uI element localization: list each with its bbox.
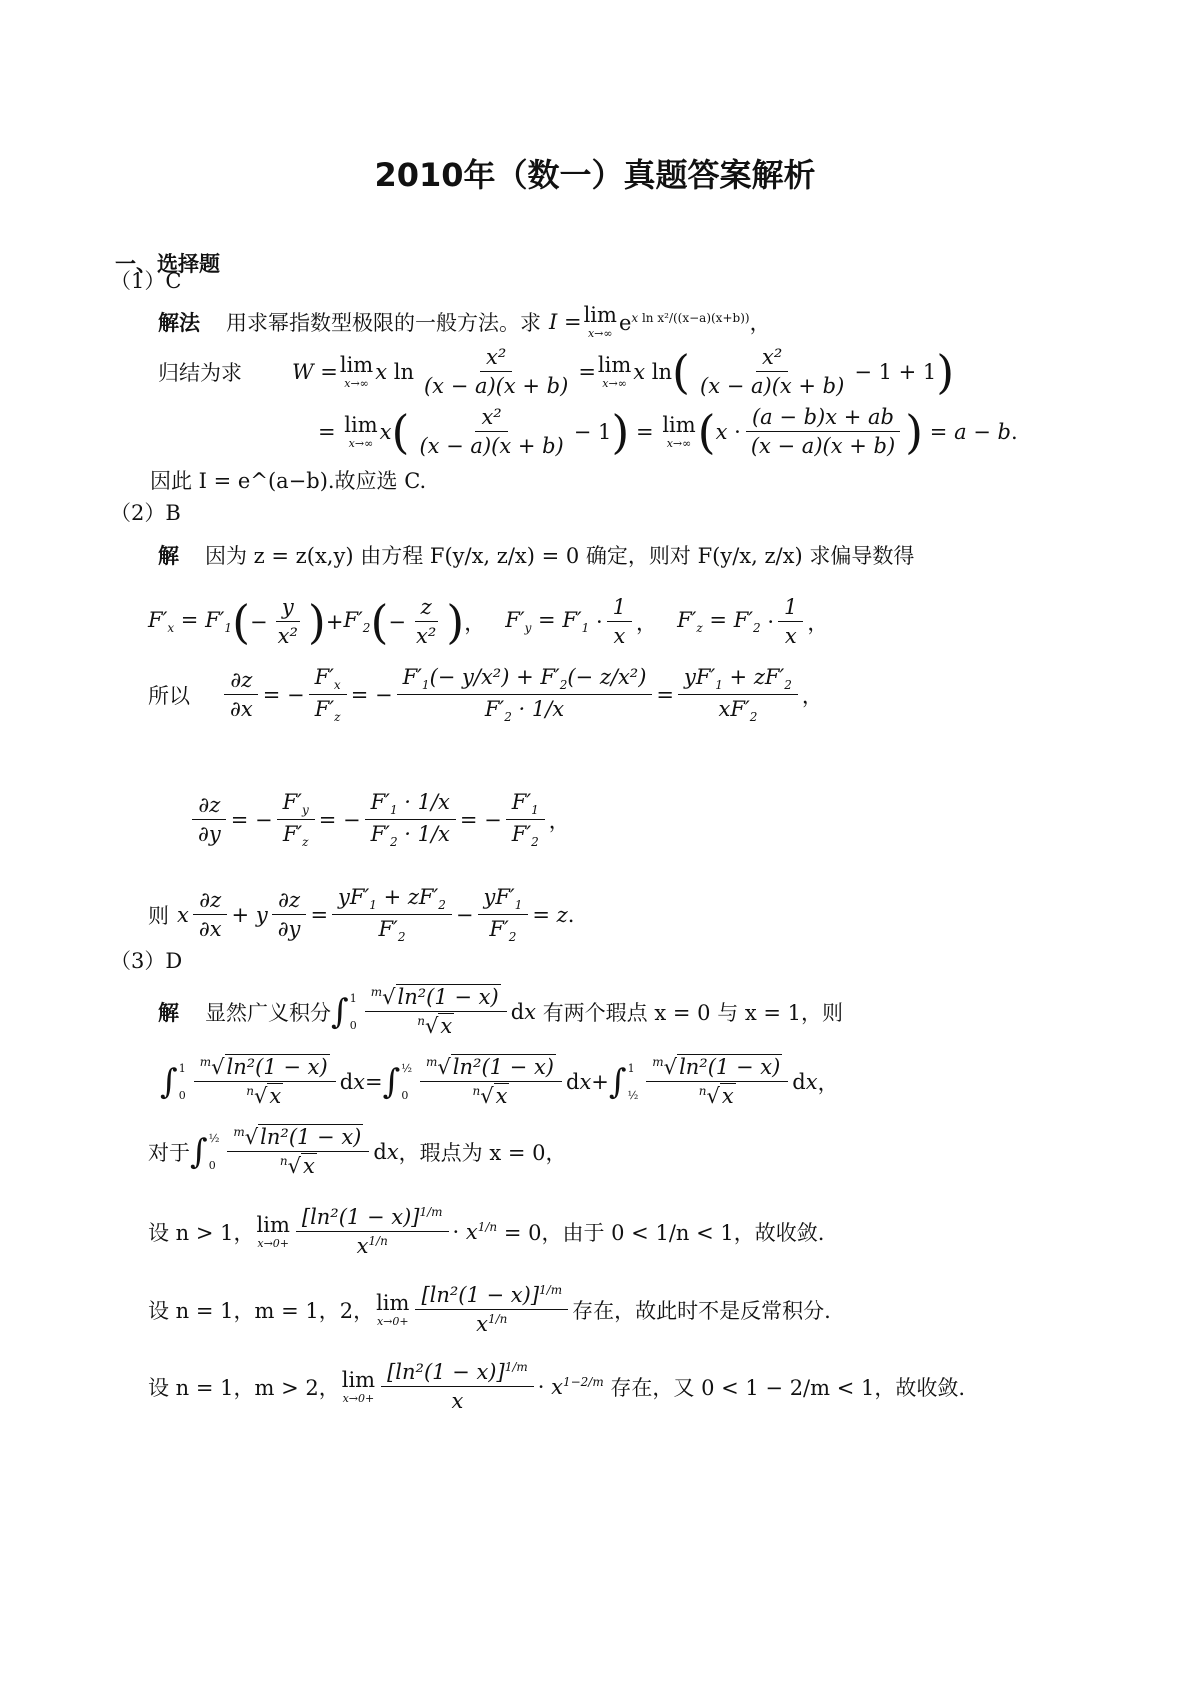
for-label: 对于 (148, 1140, 190, 1165)
answer-3: （3）D (110, 949, 183, 973)
section-heading: 一、选择题 (115, 252, 220, 276)
q3-split-line: ∫ 1 0 $\frac{^m√\ln^2(1 - x)}{^n√x}$ d x = ∫ ½ 0 $\frac{^m√\ln^2(1 - x)}{^n√x}$ d x + ∫ 1 ½ $\frac{^m√\ln^2(1 - x)}{^n√x}$ d x ， (160, 1055, 839, 1108)
q3-intro-text: 显然广义积分 (205, 1000, 331, 1025)
case3-text: 设 n = 1，m > 2， (148, 1375, 340, 1400)
case3-tail: 存在，又 0 < 1 − 2/m < 1，故收敛. (610, 1375, 966, 1400)
case2-text: 设 n = 1，m = 1，2， (148, 1298, 375, 1323)
q3-intro-tail: 有两个瑕点 x = 0 与 x = 1，则 (542, 1000, 844, 1025)
q3-for-line: 对于 ∫ ½ 0 $\frac{^m√\ln^2(1 - x)}{^n√x}$ d x ，瑕点为 x = 0， (148, 1125, 567, 1178)
q1-method-line: 解法 用求幂指数型极限的一般方法。求 I = lim x→∞ $e^{x ln x^2/((x-a)(x+b))}$， (158, 303, 771, 340)
case1-tail: = 0，由于 0 < 1/n < 1，故收敛. (503, 1220, 825, 1245)
q3-case1-line: 设 n > 1， lim x→0+ $\frac{[\ln^2(1 - x)]^{1/m}}{x^{1/n}}$ · $x^{1/n}$ = 0，由于 0 < 1/n < 1，故收敛. (148, 1205, 825, 1258)
q1-derivation-line: = lim x→∞ x ( $\frac{\text{x²}}{(x - a)(x + b)}$ − 1 ) = lim x→∞ ( x · $\frac{(a - b)x + ab}{(x - a)(x + b)}$ ) = a − b . (318, 404, 1018, 459)
answer-2: （2）B (110, 501, 181, 525)
answer-1: （1）C (110, 269, 182, 293)
case2-tail: 存在，故此时不是反常积分. (572, 1298, 831, 1323)
solution-label: 解 (158, 544, 179, 568)
then-label: 则 (148, 903, 169, 928)
q2-result-line: 则 x $\frac{\partial z}{\partial x}$ + y $\frac{\partial z}{\partial y}$ = $\frac{yF'_1 + zF'_2}{F'_2}$ − $\frac{yF'_1}{F'_2}$ = z . (148, 885, 575, 945)
reduce-label: 归结为求 (158, 360, 242, 385)
q2-intro-line (158, 540, 914, 570)
case1-text: 设 n > 1， (148, 1220, 255, 1245)
page-title: 2010年（数一）真题答案解析 (374, 156, 816, 194)
method-label: 解法 (158, 311, 200, 335)
q1-conclusion: 因此 I = e^(a−b).故应选 C. (150, 469, 427, 493)
so-label: 所以 (148, 683, 190, 708)
q2-partials-line: $F'_x = F'_1$ ( − $\frac{y}{\text{x²}}$ ) + $F'_2$ ( − $\frac{z}{\text{x²}}$ ) ， $F'_y = F'_1$ · $\frac{1}{x}$ ， $F'_z = F'_2$ · $\frac{1}{x}$ ， (148, 594, 829, 649)
for-tail: ，瑕点为 x = 0， (398, 1140, 567, 1165)
solution-label-3: 解 (158, 1000, 179, 1025)
q2-dzdy-line: $\frac{\partial z}{\partial y}$ = − $\frac{F'_y}{F'_z}$ = − $\frac{F'_1 \cdot 1/x}{F'_2 \cdot 1/x}$ = − $\frac{F'_1}{F'_2}$ ， (188, 790, 570, 849)
q1-reduce-line: 归结为求 W = lim x→∞ x ln $\frac{\text{x²}}{(x - a)(x + b)}$ = lim x→∞ x ln ( $\frac{\text{x²}}{(x - a)(x + b)}$ − 1 + 1 ) (158, 344, 955, 399)
q3-case3-line: 设 n = 1，m > 2， lim x→0+ $\frac{[\ln^2(1 - x)]^{1/m}}{x}$ · $x^{1-2/m}$ 存在，又 0 < 1 − 2/m < 1，故收敛. (148, 1360, 966, 1413)
method-text: 用求幂指数型极限的一般方法。求 (226, 311, 541, 335)
q2-dzdx-line: 所以 $\frac{\partial z}{\partial x}$ = − $\frac{F'_x}{F'_z}$ = − $\frac{F'_1(- y/x^2) + F'_2(- z/x^2)}{F'_2 \cdot 1/x}$ = $\frac{yF'_1 + zF'_2}{xF'_2}$ ， (148, 665, 823, 725)
q3-case2-line: 设 n = 1，m = 1，2， lim x→0+ $\frac{[\ln^2(1 - x)]^{1/m}}{x^{1/n}}$ 存在，故此时不是反常积分. (148, 1283, 831, 1336)
q2-intro-text: 因为 z = z(x,y) 由方程 F(y/x, z/x) = 0 确定，则对 F(y/x, z/x) 求偏导数得 (205, 544, 915, 568)
q3-intro-line: 解 显然广义积分 ∫ 1 0 $\frac{^m√\ln^2(1 - x)}{^n√x}$ d x 有两个瑕点 x = 0 与 x = 1，则 (158, 985, 844, 1038)
